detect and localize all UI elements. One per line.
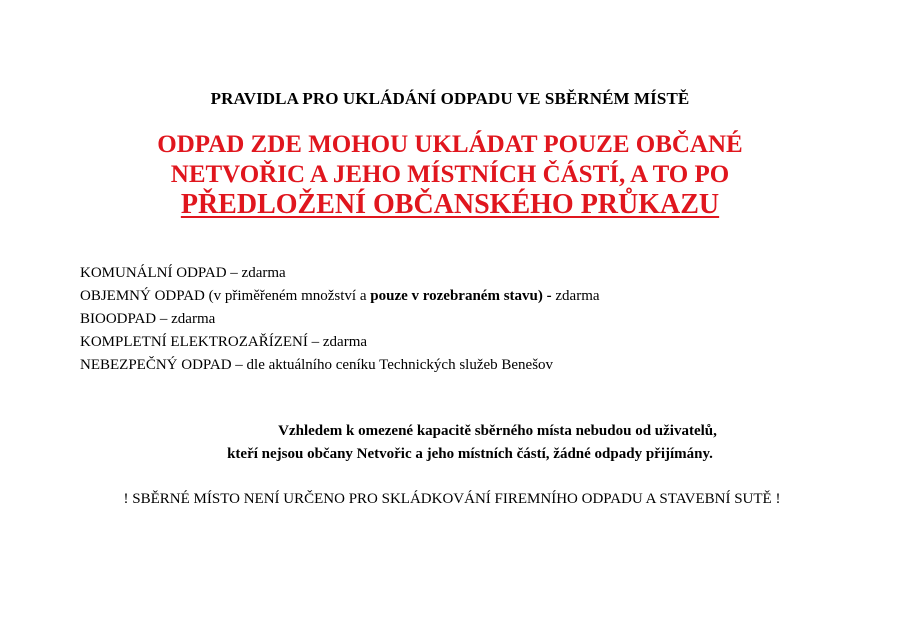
waste-item-electronics: KOMPLETNÍ ELEKTROZAŘÍZENÍ – zdarma — [80, 334, 368, 350]
document-title: PRAVIDLA PRO UKLÁDÁNÍ ODPADU VE SBĚRNÉM MÍSTĚ — [210, 89, 690, 108]
warning-line-1: ODPAD ZDE MOHOU UKLÁDAT POUZE OBČANÉ — [157, 131, 743, 158]
warning-line-3-id-card: PŘEDLOŽENÍ OBČANSKÉHO PRŮKAZU — [180, 189, 720, 220]
waste-item-municipal: KOMUNÁLNÍ ODPAD – zdarma — [80, 265, 286, 281]
bulky-price: zdarma — [551, 288, 600, 304]
waste-item-hazardous: NEBEZPEČNÝ ODPAD – dle aktuálního ceníku Technických služeb Benešov — [80, 357, 554, 373]
bulky-condition-bold: pouze v rozebraném stavu) - — [370, 288, 552, 304]
commercial-waste-note: ! SBĚRNÉ MÍSTO NENÍ URČENO PRO SKLÁDKOVÁNÍ FIREMNÍHO ODPADU A STAVEBNÍ SUTĚ ! — [123, 491, 781, 507]
waste-item-bio: BIOODPAD – zdarma — [80, 311, 216, 327]
capacity-notice — [0, 420, 900, 466]
notice-line-1: Vzhledem k omezené kapacitě sběrného místa nebudou od uživatelů, — [278, 423, 717, 439]
notice-line-2: kteří nejsou občany Netvořic a jeho místních částí, žádné odpady přijímány. — [227, 446, 713, 462]
bulky-text: OBJEMNÝ ODPAD (v přiměřeném množství a — [80, 288, 371, 304]
warning-line-2: NETVOŘIC A JEHO MÍSTNÍCH ČÁSTÍ, A TO PO — [170, 161, 730, 188]
waste-item-bulky — [80, 285, 840, 308]
waste-types-list — [80, 262, 840, 377]
residents-only-warning — [0, 130, 900, 220]
